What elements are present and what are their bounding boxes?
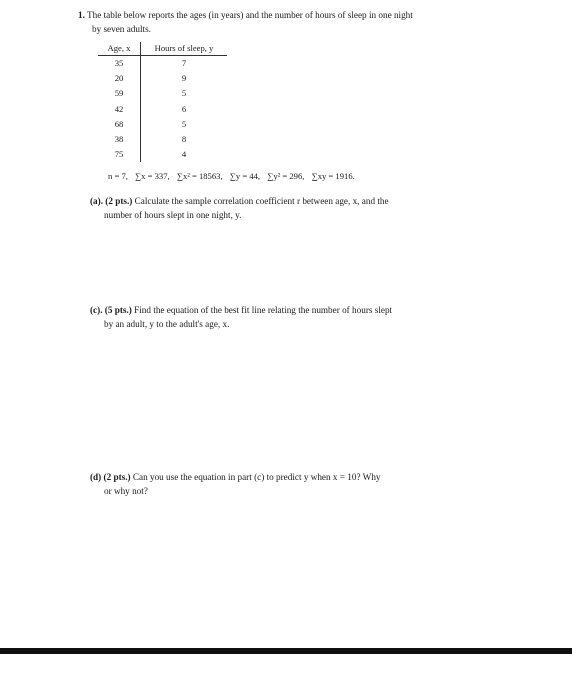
hours-cell: 4 bbox=[181, 149, 187, 160]
page-divider bbox=[0, 648, 572, 654]
summary-statistics bbox=[108, 171, 360, 181]
sum-n: n = 7, bbox=[108, 171, 128, 181]
sum-y: ∑y = 44, bbox=[229, 171, 261, 181]
age-cell: 20 bbox=[98, 71, 141, 86]
data-table bbox=[98, 42, 227, 162]
sum-x: ∑x = 337, bbox=[135, 171, 170, 181]
part-a bbox=[90, 194, 490, 222]
sum-y-squared: ∑y² = 296, bbox=[267, 171, 305, 181]
part-a-line-2: number of hours slept in one night, y. bbox=[104, 210, 242, 220]
header-hours-of-sleep: Hours of sleep, y bbox=[141, 42, 228, 56]
age-cell: 75 bbox=[98, 147, 141, 162]
table-row bbox=[98, 132, 227, 147]
age-cell: 38 bbox=[98, 132, 141, 147]
part-d-label: (d) (2 pts.) bbox=[90, 472, 131, 482]
sum-x-squared: ∑x² = 18563, bbox=[176, 171, 223, 181]
table-row bbox=[98, 147, 227, 162]
part-a-line-1: Calculate the sample correlation coefficient r between age, x, and the bbox=[134, 196, 389, 206]
table-row bbox=[98, 71, 227, 86]
part-d-line-2: or why not? bbox=[104, 486, 148, 496]
part-d-line-1: Can you use the equation in part (c) to predict y when x = 10? Why bbox=[132, 472, 381, 482]
intro-line-1: The table below reports the ages (in years) and the number of hours of sleep in one night bbox=[87, 10, 413, 20]
part-c-line-1: Find the equation of the best fit line relating the number of hours slept bbox=[134, 305, 393, 315]
age-cell: 35 bbox=[98, 56, 141, 72]
hours-cell: 9 bbox=[181, 73, 187, 84]
header-age: Age, x bbox=[98, 42, 141, 56]
part-d bbox=[90, 470, 490, 498]
question-1-intro bbox=[78, 8, 488, 36]
hours-cell: 8 bbox=[181, 134, 187, 145]
age-cell: 59 bbox=[98, 86, 141, 101]
age-cell: 68 bbox=[98, 117, 141, 132]
question-number: 1. bbox=[78, 10, 85, 20]
part-a-label: (a). (2 pts.) bbox=[90, 196, 133, 206]
hours-cell: 5 bbox=[181, 88, 187, 99]
part-c bbox=[90, 303, 490, 331]
part-c-line-2: by an adult, y to the adult's age, x. bbox=[104, 319, 230, 329]
table-row bbox=[98, 86, 227, 101]
hours-cell: 5 bbox=[181, 118, 187, 129]
sum-xy: ∑xy = 1916. bbox=[311, 171, 355, 181]
table-row bbox=[98, 117, 227, 132]
part-c-label: (c). (5 pts.) bbox=[90, 305, 132, 315]
table-header-row bbox=[98, 42, 227, 56]
table-row bbox=[98, 56, 227, 72]
hours-cell: 7 bbox=[181, 58, 187, 68]
table-row bbox=[98, 102, 227, 117]
intro-line-2: by seven adults. bbox=[92, 24, 151, 34]
hours-cell: 6 bbox=[181, 103, 187, 114]
age-cell: 42 bbox=[98, 102, 141, 117]
